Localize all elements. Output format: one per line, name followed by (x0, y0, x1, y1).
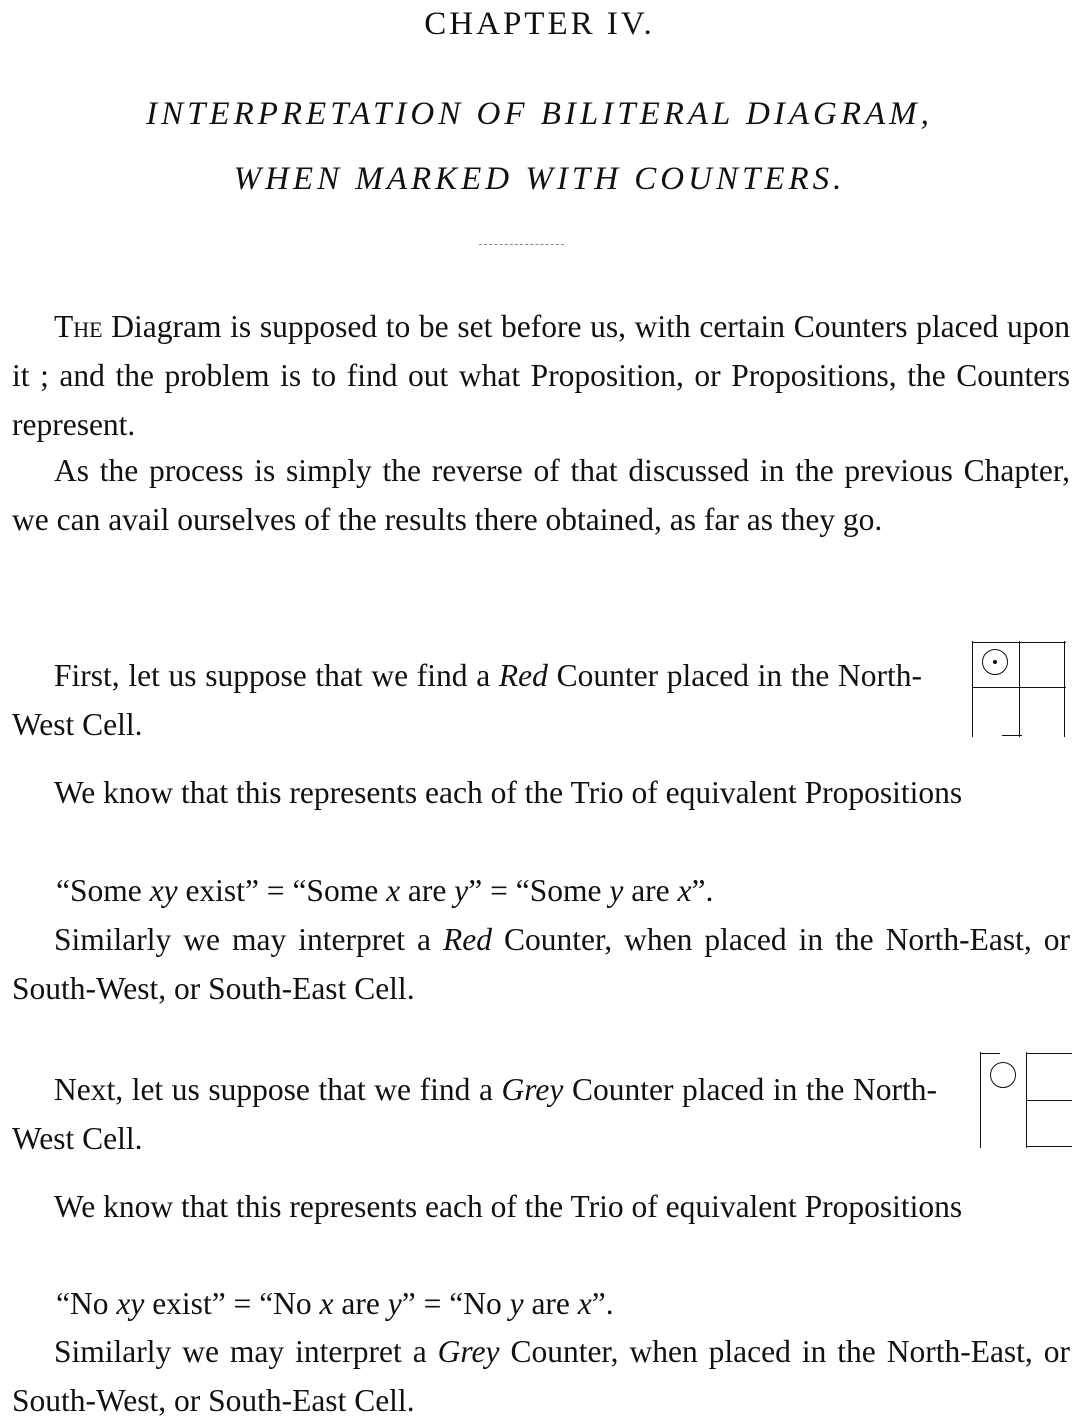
text-run: ”. (691, 873, 714, 908)
grey-counter-icon (990, 1062, 1016, 1088)
diagram-line (980, 1052, 981, 1148)
diagram-line (1002, 735, 1022, 736)
small-caps-lead: The (54, 309, 103, 344)
variable: x (677, 873, 692, 908)
text-run: ”. (591, 1286, 614, 1321)
text-run: Next, let us suppose that we find a (54, 1072, 502, 1107)
biliteral-diagram-red-counter (972, 641, 1066, 737)
text-run: Counter, when placed in the North-East, or South-West, or South-East Cell. (12, 1334, 1070, 1418)
text-run: are (623, 873, 678, 908)
diagram-line (1026, 1053, 1072, 1054)
biliteral-diagram-grey-counter (980, 1052, 1072, 1148)
paragraph-red-similarly (12, 915, 1070, 1013)
diagram-line (1026, 1146, 1072, 1147)
text-run: Counter, when placed in the North-East, or South-West, or South-East Cell. (12, 922, 1070, 1006)
text-run: exist” = “Some (177, 873, 387, 908)
text-run: Counter placed in the North-West Cell. (12, 658, 922, 742)
diagram-line (972, 641, 973, 737)
paragraph-grey-similarly (12, 1327, 1070, 1425)
text-run: First, let us suppose that we find a (54, 658, 499, 693)
text-run: are (400, 873, 455, 908)
diagram-line (1026, 1100, 1072, 1101)
chapter-heading: CHAPTER IV. (424, 6, 655, 42)
text-run: Similarly we may interpret a (54, 1334, 438, 1369)
text-run: are (523, 1286, 578, 1321)
variable: xy (149, 873, 178, 908)
paragraph-process: As the process is simply the reverse of that discussed in the previous Chapter, we can avail ourselves of the results there obtained, as far as they go. (12, 453, 1070, 537)
variable: y (609, 873, 624, 908)
text-run: exist” = “No (144, 1286, 320, 1321)
chapter-subtitle-line-2: WHEN MARKED WITH COUNTERS. (233, 161, 846, 197)
text-run: “No (56, 1286, 117, 1321)
emphasis-grey: Grey (437, 1334, 500, 1369)
paragraph-text: Diagram is supposed to be set before us, with certain Counters placed upon it ; and the problem is to find out what Proposition, or Propositions, the Counters represent. (12, 309, 1070, 442)
text-run: ” = “No (401, 1286, 510, 1321)
text-run: ” = “Some (468, 873, 610, 908)
diagram-line (1019, 641, 1020, 737)
paragraph-trio-2: We know that this represents each of the Trio of equivalent Propositions (54, 1189, 963, 1224)
chapter-subtitle-line-1: INTERPRETATION OF BILITERAL DIAGRAM, (146, 96, 933, 132)
variable: y (454, 873, 469, 908)
variable: x (319, 1286, 334, 1321)
section-divider (479, 244, 564, 245)
emphasis-red: Red (443, 922, 492, 957)
variable: y (387, 1286, 402, 1321)
text-run: “Some (56, 873, 150, 908)
variable: x (386, 873, 401, 908)
diagram-line (1064, 641, 1065, 737)
text-run: Similarly we may interpret a (54, 922, 444, 957)
variable: x (577, 1286, 592, 1321)
text-run: Counter placed in the North-West Cell. (12, 1072, 937, 1156)
proposition-no (56, 1279, 614, 1328)
diagram-line (972, 642, 1066, 643)
paragraph-grey-counter (12, 1065, 937, 1163)
emphasis-grey: Grey (501, 1072, 564, 1107)
paragraph-trio: We know that this represents each of the Trio of equivalent Propositions (54, 775, 963, 810)
emphasis-red: Red (498, 658, 548, 693)
paragraph-red-counter (12, 651, 922, 749)
paragraph-intro (12, 302, 1070, 449)
variable: xy (116, 1286, 145, 1321)
diagram-line (980, 1053, 1000, 1054)
proposition-some (56, 866, 713, 915)
red-counter-icon (982, 649, 1008, 675)
diagram-line (972, 687, 1066, 688)
variable: y (509, 1286, 524, 1321)
text-run: are (333, 1286, 388, 1321)
